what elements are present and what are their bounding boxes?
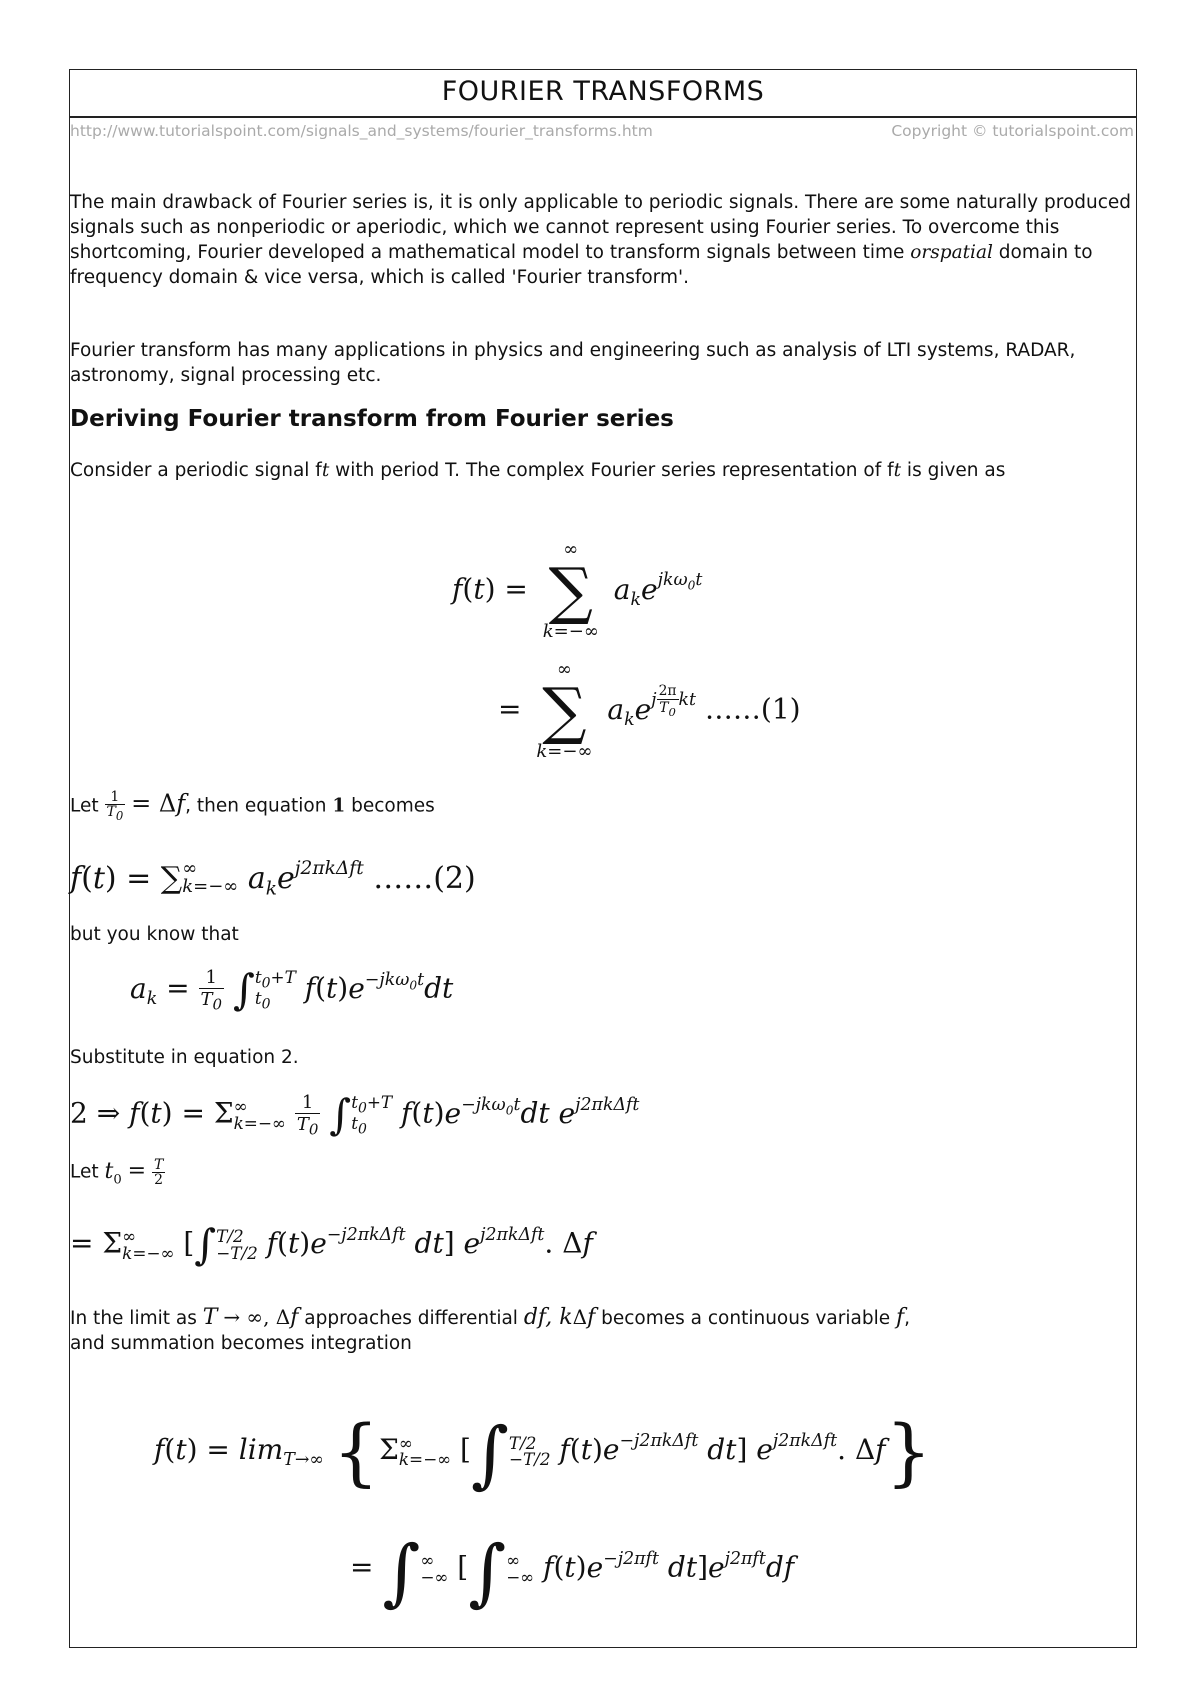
page-title: FOURIER TRANSFORMS	[70, 70, 1136, 118]
page-frame	[69, 69, 1137, 1648]
let-t0-line: Let $t_0$ = $\frac{T}{2}$	[70, 1157, 164, 1188]
let-delta-f-line: Let $\frac{1}{T_0}$ = Δf, then equation 1 becomes	[70, 789, 435, 823]
equation-limit: $f(t) = \lim_{T\to\infty} \{\Sigma$ ∞ k=−∞ [∫ T/2 −T/2 $f(t)e^{-j2\pi k\Delta ft}$ dt] $e^{j2\pi k\Delta ft}$. Δf}	[154, 1410, 932, 1498]
equation-t0-substituted: = Σ ∞ k=−∞ [∫ T/2 −T/2 $f(t)e^{-j2\pi k\Delta ft}$ dt] $e^{j2\pi k\Delta ft}$. Δf	[70, 1220, 593, 1269]
equation-substituted: 2 ⇒ f(t) = Σ ∞ k=−∞ $\frac{1}{T_0}$ ∫ $t_0+T$ $t_0$ $f(t)e^{-jk\omega_0t}dt$ $e^{j2\pi k\Delta ft}$	[70, 1090, 640, 1139]
equation-2: f(t) = ∑ ∞ k=−∞ $a_ke^{j2\pi k\Delta ft}$ ……(2)	[70, 857, 476, 900]
section-heading: Deriving Fourier transform from Fourier series	[70, 406, 674, 432]
source-url[interactable]: http://www.tutorialspoint.com/signals_and_systems/fourier_transforms.htm	[70, 122, 653, 140]
limit-paragraph: In the limit as T → ∞, Δf approaches differential df, kΔf becomes a continuous variable f, and summation becomes integration	[70, 1305, 911, 1354]
consider-paragraph: Consider a periodic signal ft with period T. The complex Fourier series representation of ft is given as	[70, 460, 1006, 481]
intro-paragraph-1: The main drawback of Fourier series is, it is only applicable to periodic signals. There are some naturally produced signals such as nonperiodic or aperiodic, which we cannot represent using Fourier series. To overcome this shortcoming, Fourier developed a mathematical model to transform signals between time orspatial domain to frequency domain & vice versa, which is called 'Fourier transform'.	[70, 192, 1132, 288]
know-line: but you know that	[70, 924, 239, 945]
source-bar	[70, 122, 1136, 146]
equation-fourier-series: f(t) = ∞ ∑ k=−∞ $a_ke^{jk\omega_0t}$	[452, 539, 703, 642]
intro-paragraph-2: Fourier transform has many applications in physics and engineering such as analysis of LTI systems, RADAR, astronomy, signal processing etc.	[70, 340, 1076, 386]
substitute-line: Substitute in equation 2.	[70, 1047, 299, 1068]
equation-1: = ∞ ∑ k=−∞ $a_ke^{j \frac{2\pi}{T_0} kt}$ ……(1)	[498, 659, 801, 762]
equation-ak: $a_k$ = $\frac{1}{T_0}$ ∫ $t_0+T$ $t_0$ $f(t)e^{-jk\omega_0t}dt$	[130, 965, 454, 1014]
copyright-notice: Copyright © tutorialspoint.com	[891, 122, 1134, 140]
equation-final: = ∫ ∞ −∞ [∫ ∞ −∞ $f(t)e^{-j2\pi ft}$ $dt]e^{j2\pi ft}df$	[350, 1530, 795, 1615]
